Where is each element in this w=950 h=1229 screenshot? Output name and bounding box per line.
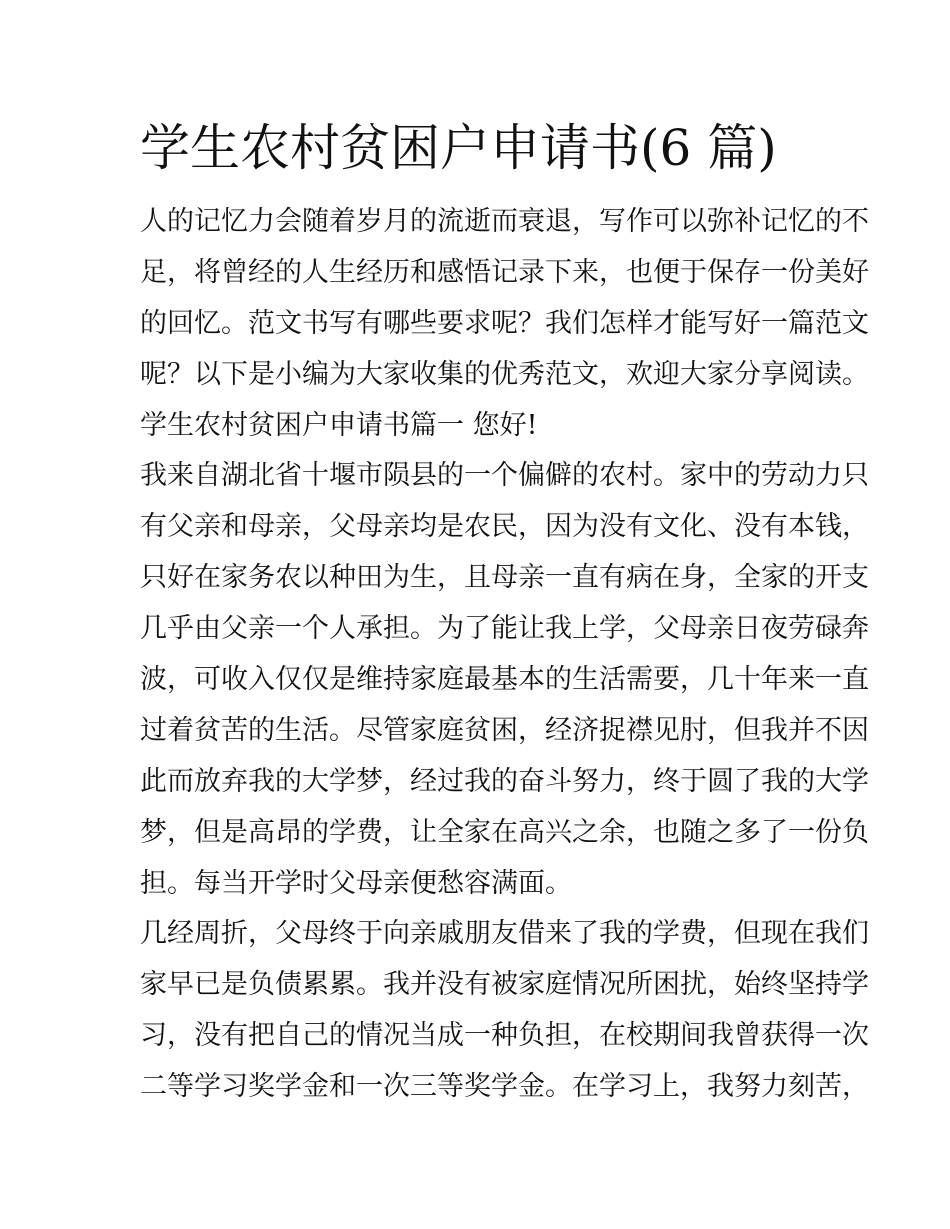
text-line: 家早已是负债累累。我并没有被家庭情况所困扰，始终坚持学 [140,969,869,1001]
text-line: 几经周折，父母终于向亲戚朋友借来了我的学费，但现在我们 [140,918,869,950]
text-line: 几乎由父亲一个人承担。为了能让我上学，父母亲日夜劳碌奔 [140,613,869,645]
text-line: 有父亲和母亲，父母亲均是农民，因为没有文化、没有本钱， [140,511,869,543]
text-line: 二等学习奖学金和一次三等奖学金。在学习上，我努力刻苦， [140,1071,869,1103]
document-title: 学生农村贫困户申请书(6 篇) [140,119,777,177]
text-line: 过着贫苦的生活。尽管家庭贫困，经济捉襟见肘，但我并不因 [140,714,869,746]
text-line: 习，没有把自己的情况当成一种负担，在校期间我曾获得一次 [140,1020,869,1052]
text-line: 波，可收入仅仅是维持家庭最基本的生活需要，几十年来一直 [140,664,869,696]
text-line: 人的记忆力会随着岁月的流逝而衰退，写作可以弥补记忆的不 [140,206,869,237]
text-line: 我来自湖北省十堰市陨县的一个偏僻的农村。家中的劳动力只 [140,460,869,492]
text-line: 足，将曾经的人生经历和感悟记录下来，也便于保存一份美好 [140,256,869,288]
text-line: 的回忆。范文书写有哪些要求呢？我们怎样才能写好一篇范文 [140,307,869,339]
section-heading: 学生农村贫困户申请书篇一 您好! [140,409,538,441]
text-line: 只好在家务农以种田为生，且母亲一直有病在身，全家的开支 [140,562,869,594]
text-line: 呢？以下是小编为大家收集的优秀范文，欢迎大家分享阅读。 [140,358,869,390]
document-body [140,197,869,1113]
text-line: 担。每当开学时父母亲便愁容满面。 [140,867,572,899]
text-line: 梦，但是高昂的学费，让全家在高兴之余，也随之多了一份负 [140,816,869,848]
text-line: 此而放弃我的大学梦，经过我的奋斗努力，终于圆了我的大学 [140,765,869,797]
